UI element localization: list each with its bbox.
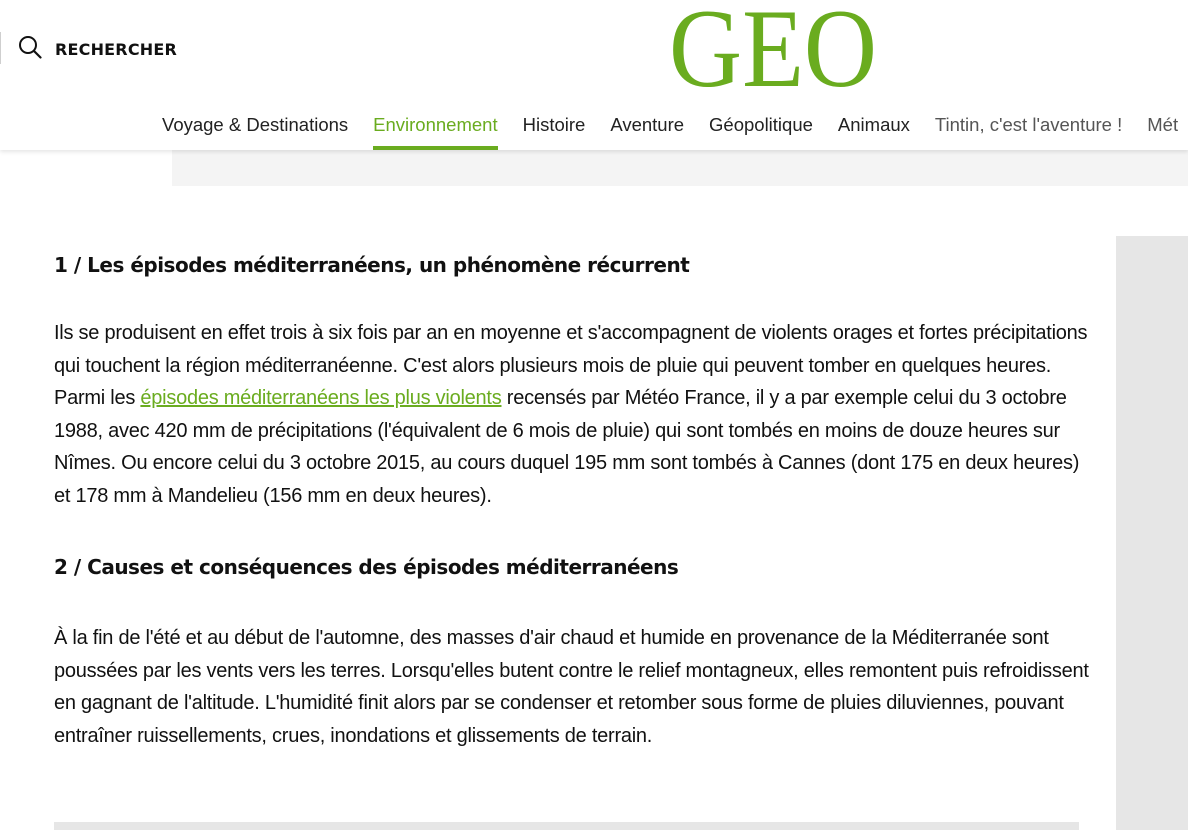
paragraph-text: Ils se produisent en effet trois à six fois par an en moyenne et s'accompagnent de violents orages et fortes précipitations qui touchent la région méditerranéenne. C'est alors plusieurs mois de pluie qui peuvent tomber en quelques heures. Parmi les xyxy=(54,322,1088,409)
logo-text: GEO xyxy=(669,0,877,92)
search-button[interactable] xyxy=(18,36,177,62)
section-paragraph-2: À la fin de l'été et au début de l'automne, des masses d'air chaud et humide en provenance de la Méditerranée sont poussées par les vents vers les terres. Lorsqu'elles butent contre le relief montagneux, elles remontent puis refroidissent en gagnant de l'altitude. L'humidité finit alors par se condenser et retomber sous forme de pluies diluviennes, pouvant entraîner ruissellements, crues, inondations et glissements de terrain. xyxy=(54,627,1089,747)
violent-episodes-link[interactable]: épisodes méditerranéens les plus violents xyxy=(140,387,502,409)
nav-histoire[interactable]: Histoire xyxy=(522,114,586,135)
section-paragraph-1 xyxy=(54,317,1094,512)
nav-aventure[interactable]: Aventure xyxy=(610,114,685,135)
nav-geopolitique[interactable]: Géopolitique xyxy=(709,114,813,135)
bottom-block xyxy=(54,822,1079,830)
sidebar-ad-area xyxy=(1116,236,1188,830)
search-label: RECHERCHER xyxy=(55,39,178,59)
site-header xyxy=(0,0,1188,150)
section-heading-1: 1 / Les épisodes méditerranéens, un phénomène récurrent xyxy=(54,253,690,277)
search-icon xyxy=(18,35,42,64)
nav-meteo[interactable]: Mét xyxy=(1147,114,1179,135)
nav-voyage[interactable]: Voyage & Destinations xyxy=(162,114,349,135)
left-divider xyxy=(0,32,1,64)
ad-banner-area xyxy=(172,150,1188,186)
paragraph-text: recensés par Météo France, il y a par exemple celui du 3 octobre 1988, avec 420 mm de précipitations (l'équivalent de 6 mois de pluie) qui sont tombés en moins de douze heures sur Nîmes. Ou encore celui du 3 octobre 2015, au cours duquel 195 mm sont tombés à Cannes (dont 175 en deux heures) et 178 mm à Mandelieu (156 mm en deux heures). xyxy=(54,387,1080,507)
main-nav xyxy=(162,104,1188,150)
nav-animaux[interactable]: Animaux xyxy=(837,114,910,135)
nav-environnement[interactable]: Environnement xyxy=(373,104,497,150)
geo-logo[interactable] xyxy=(666,0,880,92)
nav-tintin[interactable]: Tintin, c'est l'aventure ! xyxy=(934,114,1123,135)
section-heading-2: 2 / Causes et conséquences des épisodes méditerranéens xyxy=(54,555,679,579)
